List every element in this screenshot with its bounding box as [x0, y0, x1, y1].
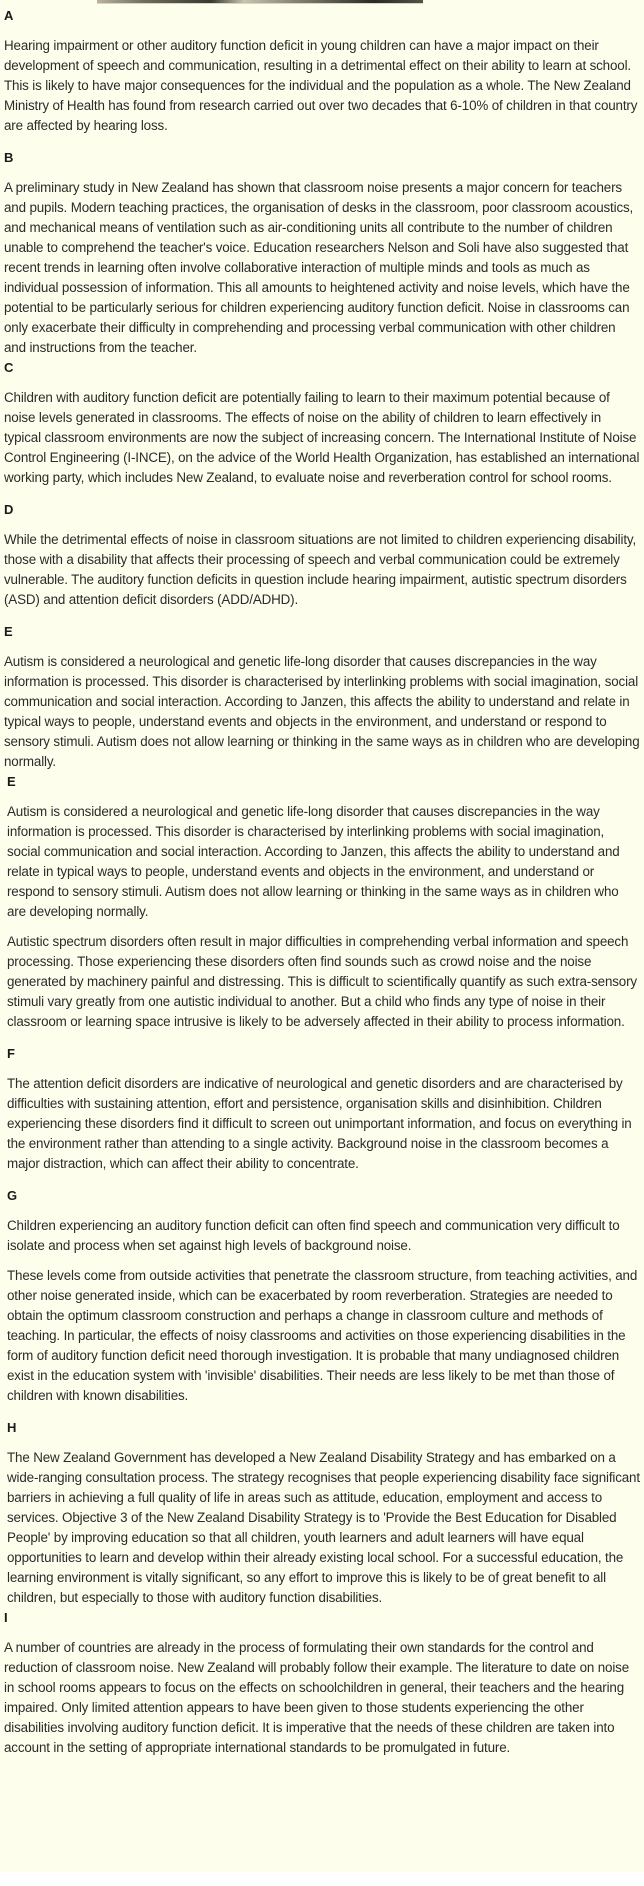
section-i [4, 1608, 640, 1758]
section-letter: F [7, 1046, 15, 1061]
passage-content [4, 6, 640, 1770]
section-e-repeat [4, 772, 640, 1032]
section-paragraph: Autism is considered a neurological and genetic life-long disorder that causes discrepancies in the way information is processed. This disorder is characterised by interlinking problems with social imagination, social communication and social interaction. According to Janzen, this affects the ability to understand and relate in typical ways to people, understand events and objects in the environment, and understand or respond to sensory stimuli. Autism does not allow learning or thinking in the same ways as in children who are developing normally. [4, 654, 640, 769]
section-letter: H [7, 1420, 17, 1435]
section-g [4, 1186, 640, 1406]
section-b [4, 148, 640, 358]
section-d [4, 500, 640, 610]
section-letter: C [4, 360, 14, 375]
section-letter: G [7, 1188, 18, 1203]
section-letter: E [7, 774, 16, 789]
section-letter: E [4, 624, 13, 639]
section-letter: B [4, 150, 14, 165]
section-paragraph: These levels come from outside activities that penetrate the classroom structure, from teaching activities, and other noise generated inside, which can be exacerbated by room reverberation. Strategies are needed to obtain the optimum classroom construction and perhaps a change in classroom culture and methods of teaching. In particular, the effects of noisy classrooms and activities on those experiencing disabilities in the form of auditory function deficit need thorough investigation. It is probable that many undiagnosed children exist in the education system with 'invisible' disabilities. Their needs are less likely to be met than those of children with known disabilities. [7, 1268, 638, 1403]
section-paragraph: While the detrimental effects of noise in classroom situations are not limited to children experiencing disability, those with a disability that affects their processing of speech and verbal communication could be extremely vulnerable. The auditory function deficits in question include hearing impairment, autistic spectrum disorders (ASD) and attention deficit disorders (ADD/ADHD). [4, 532, 637, 607]
section-paragraph: The attention deficit disorders are indicative of neurological and genetic disorders and are characterised by difficulties with sustaining attention, effort and persistence, organisation skills and disinhibition. Children experiencing these disorders find it difficult to screen out unimportant information, and focus on everything in the environment rather than attending to a single activity. Background noise in the classroom becomes a major distraction, which can affect their ability to concentrate. [7, 1076, 632, 1171]
section-c [4, 358, 640, 488]
section-letter: D [4, 502, 14, 517]
section-paragraph: Autistic spectrum disorders often result in major difficulties in comprehending verbal information and speech processing. Those experiencing these disorders often find sounds such as crowd noise and the noise generated by machinery painful and distressing. This is difficult to scientifically quantify as such extra-sensory stimuli vary greatly from one autistic individual to another. But a child who finds any type of noise in their classroom or learning space intrusive is likely to be adversely affected in their ability to process information. [7, 934, 637, 1029]
section-f [4, 1044, 640, 1174]
section-paragraph: A preliminary study in New Zealand has shown that classroom noise presents a major concern for teachers and pupils. Modern teaching practices, the organisation of desks in the classroom, poor classroom acoustics, and mechanical means of ventilation such as air-conditioning units all contribute to the number of children unable to comprehend the teacher's voice. Education researchers Nelson and Soli have also suggested that recent trends in learning often involve collaborative interaction of multiple minds and tools as much as individual possession of information. This all amounts to heightened activity and noise levels, which have the potential to be particularly serious for children experiencing auditory function deficit. Noise in classrooms can only exacerbate their difficulty in comprehending and processing verbal communication with other children and instructions from the teacher. [4, 180, 634, 355]
section-letter: I [4, 1610, 8, 1625]
section-letter: A [4, 8, 14, 23]
section-paragraph: Children experiencing an auditory function deficit can often find speech and communication very difficult to isolate and process when set against high levels of background noise. [7, 1218, 620, 1253]
section-paragraph: Autism is considered a neurological and genetic life-long disorder that causes discrepancies in the way information is processed. This disorder is characterised by interlinking problems with social imagination, social communication and social interaction. According to Janzen, this affects the ability to understand and relate in typical ways to people, understand events and objects in the environment, and understand or respond to sensory stimuli. Autism does not allow learning or thinking in the same ways as in children who are developing normally. [7, 804, 620, 919]
section-paragraph: Children with auditory function deficit are potentially failing to learn to their maximum potential because of noise levels generated in classrooms. The effects of noise on the ability of children to learn effectively in typical classroom environments are now the subject of increasing concern. The International Institute of Noise Control Engineering (I-INCE), on the advice of the World Health Organization, has established an international working party, which includes New Zealand, to evaluate noise and reverberation control for school rooms. [4, 390, 640, 485]
section-paragraph: Hearing impairment or other auditory function deficit in young children can have a major impact on their development of speech and communication, resulting in a detrimental effect on their ability to learn at school. This is likely to have major consequences for the individual and the population as a whole. The New Zealand Ministry of Health has found from research carried out over two decades that 6-10% of children in that country are affected by hearing loss. [4, 38, 638, 133]
section-paragraph: The New Zealand Government has developed a New Zealand Disability Strategy and has embarked on a wide-ranging consultation process. The strategy recognises that people experiencing disability face significant barriers in achieving a full quality of life in areas such as attitude, education, employment and access to services. Objective 3 of the New Zealand Disability Strategy is to 'Provide the Best Education for Disabled People' by improving education so that all children, youth learners and adult learners will have equal opportunities to learn and develop within their already existing local school. For a successful education, the learning environment is vitally significant, so any effort to improve this is likely to be of great benefit to all children, but especially to those with auditory function disabilities. [7, 1450, 640, 1605]
section-e [4, 622, 640, 772]
cropped-header-image [97, 0, 423, 4]
section-a [4, 6, 640, 136]
section-h [4, 1418, 640, 1608]
section-paragraph: A number of countries are already in the process of formulating their own standards for the control and reduction of classroom noise. New Zealand will probably follow their example. The literature to date on noise in school rooms appears to focus on the effects on schoolchildren in general, their teachers and the hearing impaired. Only limited attention appears to have been given to those students experiencing the other disabilities involving auditory function deficit. It is imperative that the needs of these children are taken into account in the setting of appropriate international standards to be promulgated in future. [4, 1640, 630, 1755]
